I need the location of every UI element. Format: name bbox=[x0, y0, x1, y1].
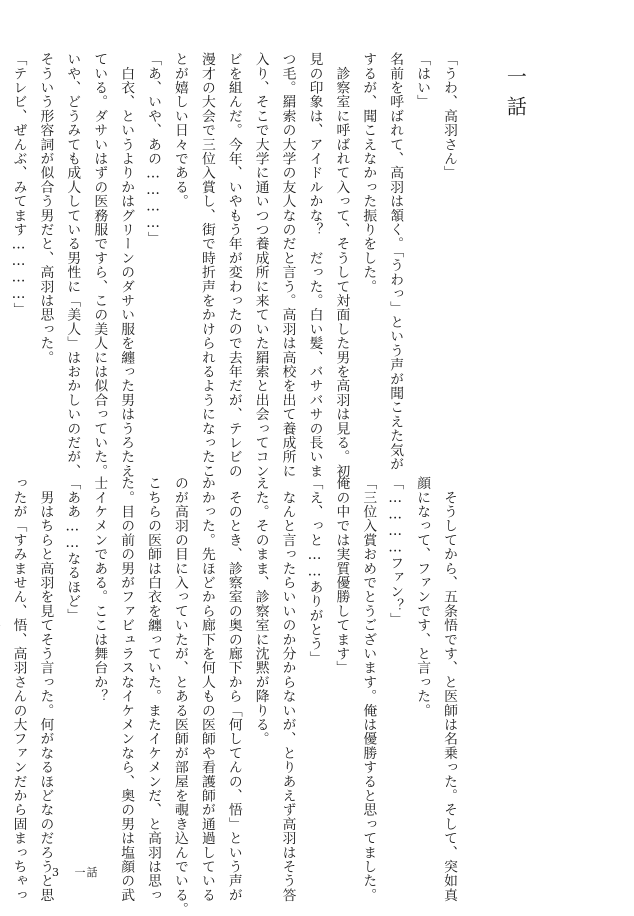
text-line: なんと言ったらいいのか分からないが、とりあえず高羽はそう答 bbox=[279, 476, 296, 902]
text-line: そういう形容詞が似合う男だと、高羽は思った。 bbox=[37, 52, 54, 365]
text-line: 診察室に呼ばれて入って、そうして対面した男を高羽は見る。初 bbox=[333, 52, 350, 478]
text-line: た。目の前の男がファビュラスなイケメンなら、奥の男は塩顔の武 bbox=[118, 476, 135, 902]
text-line: 「え、っと……ありがとう」 bbox=[306, 476, 323, 665]
text-line: 漫才の大会で三位入賞し、街で時折声をかけられるようになったこ bbox=[198, 52, 215, 478]
text-line: とが嬉しい日々である。 bbox=[171, 52, 188, 209]
chapter-title: 一話 bbox=[503, 66, 528, 126]
text-line: いや、どうみても成人している男性に「美人」はおかしいのだが、 bbox=[64, 52, 81, 478]
text-line: つ毛。羂索の大学の友人なのだと言う。高羽は高校を出て養成所に bbox=[279, 52, 296, 478]
upper-text-block bbox=[5, 52, 462, 478]
text-line: えた。そのまま、診察室に沈黙が降りる。 bbox=[252, 476, 269, 746]
text-line: 顔になって、ファンです、と言った。 bbox=[414, 476, 431, 718]
text-line: ったが「すみません、悟、高羽さんの大ファンだから固まっちゃっ bbox=[10, 476, 27, 902]
text-line: 「三位入賞おめでとうございます。俺は優勝すると思ってました。 bbox=[360, 476, 377, 902]
text-line: 士イケメンである。ここは舞台か？ bbox=[91, 476, 108, 704]
text-line: ビを組んだ。今年、いやもう年が変わったので去年だが、テレビの bbox=[225, 52, 242, 478]
text-line: 「テレビ、ぜんぶ、みてます…………」 bbox=[10, 52, 27, 317]
text-line: かかった。先ほどから廊下を何人もの医師や看護師が通過している bbox=[198, 476, 215, 902]
text-line: 俺の中では実質優勝してます」 bbox=[333, 476, 350, 675]
text-line: 「…………ファン？」 bbox=[387, 476, 404, 627]
text-line: 「はい」 bbox=[414, 52, 431, 109]
text-line: 「ああ……なるほど」 bbox=[64, 476, 81, 623]
text-line: 入り、そこで大学に通いつつ養成所に来ていた羂索と出会ってコン bbox=[252, 52, 269, 478]
text-line: こちらの医師は白衣を纏っていた。またイケメンだ、と高羽は思っ bbox=[145, 476, 162, 902]
text-line: そうしてから、五条悟です、と医師は名乗った。そして、突如真 bbox=[441, 476, 457, 902]
text-line: そのとき、診察室の奥の廊下から「何してんの、悟」という声が bbox=[225, 476, 242, 902]
text-line: 男はちらと高羽を見てそう言った。何がなるほどなのだろうと思 bbox=[37, 476, 54, 902]
page-number: 3 bbox=[52, 866, 60, 879]
text-line: 白衣、というよりかはグリーンのダサい服を纏った男はうろたえ bbox=[118, 52, 135, 478]
page-footer bbox=[52, 864, 109, 880]
running-header-section: 一話 bbox=[74, 866, 99, 879]
text-line: ている。ダサいはずの医務服ですら、この美人には似合っていた。 bbox=[91, 52, 108, 478]
text-line: 「あ、いや、あの…………」 bbox=[145, 52, 162, 246]
text-line: 名前を呼ばれて、高羽は頷く。「うわっ」という声が聞こえた気が bbox=[387, 52, 404, 472]
text-line: するが、聞こえなかった振りをした。 bbox=[360, 52, 377, 294]
text-line: 「うわ、高羽さん」 bbox=[441, 52, 457, 180]
text-line: 見の印象は、アイドルかな？ だった。白い髪、バサバサの長いま bbox=[306, 52, 323, 478]
text-line: のが高羽の目に入っていたが、とある医師が部屋を覗き込んでいる。 bbox=[171, 476, 188, 916]
text-line bbox=[0, 476, 5, 848]
